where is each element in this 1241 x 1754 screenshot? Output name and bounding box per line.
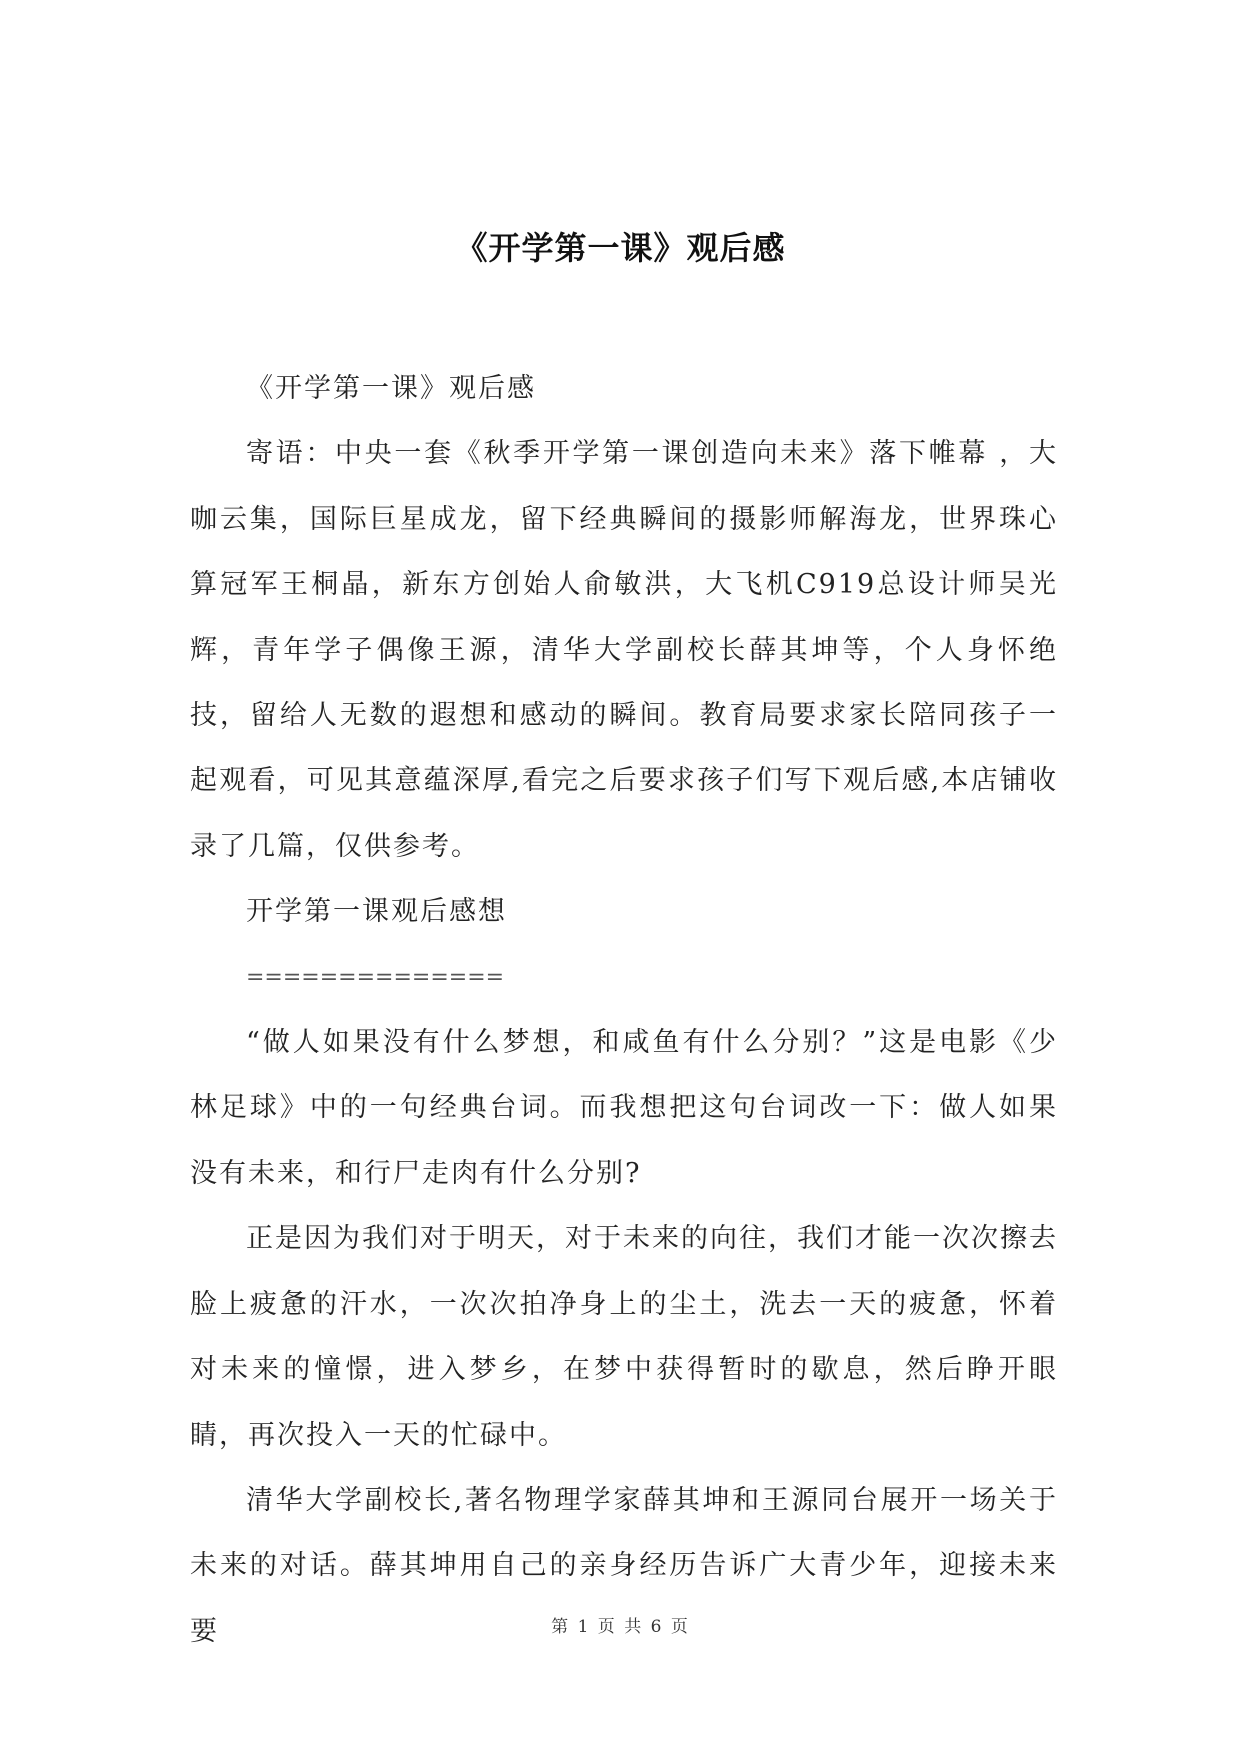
paragraph-quote: “做人如果没有什么梦想，和咸鱼有什么分别？”这是电影《少林足球》中的一句经典台词。而我想把这句台词改一下：做人如果没有未来，和行尸走肉有什么分别? xyxy=(190,1027,1058,1189)
paragraph-foreword: 寄语：中央一套《秋季开学第一课创造向未来》落下帷幕 ，大咖云集，国际巨星成龙，留下经典瞬间的摄影师解海龙，世界珠心算冠军王桐晶，新东方创始人俞敏洪，大飞机C919总设计师吴光辉，青年学子偶像王源，清华大学副校长薛其坤等，个人身怀绝技，留给人无数的遐想和感动的瞬间。教育局要求家长陪同孩子一起观看，可见其意蕴深厚,看完之后要求孩子们写下观后感,本店铺收录了几篇，仅供参考。 xyxy=(190,438,1058,862)
paragraph-future: 正是因为我们对于明天，对于未来的向往，我们才能一次次擦去脸上疲惫的汗水，一次次拍净身上的尘土，洗去一天的疲惫，怀着对未来的憧憬，进入梦乡，在梦中获得暂时的歇息，然后睁开眼睛，再次投入一天的忙碌中。 xyxy=(190,1223,1058,1451)
document-title: 《开学第一课》观后感 xyxy=(455,229,786,267)
paragraph-dialogue: 清华大学副校长,著名物理学家薛其坤和王源同台展开一场关于未来的对话。薛其坤用自己的亲身经历告诉广大青少年，迎接未来要 xyxy=(190,1484,1058,1647)
paragraph-subheading: 开学第一课观后感想 xyxy=(246,896,507,928)
paragraph-heading: 《开学第一课》观后感 xyxy=(246,373,536,404)
document-body xyxy=(190,356,1058,1664)
page-number-footer: 第 1 页 共 6 页 xyxy=(551,1617,690,1637)
separator-line: ============== xyxy=(246,964,505,990)
